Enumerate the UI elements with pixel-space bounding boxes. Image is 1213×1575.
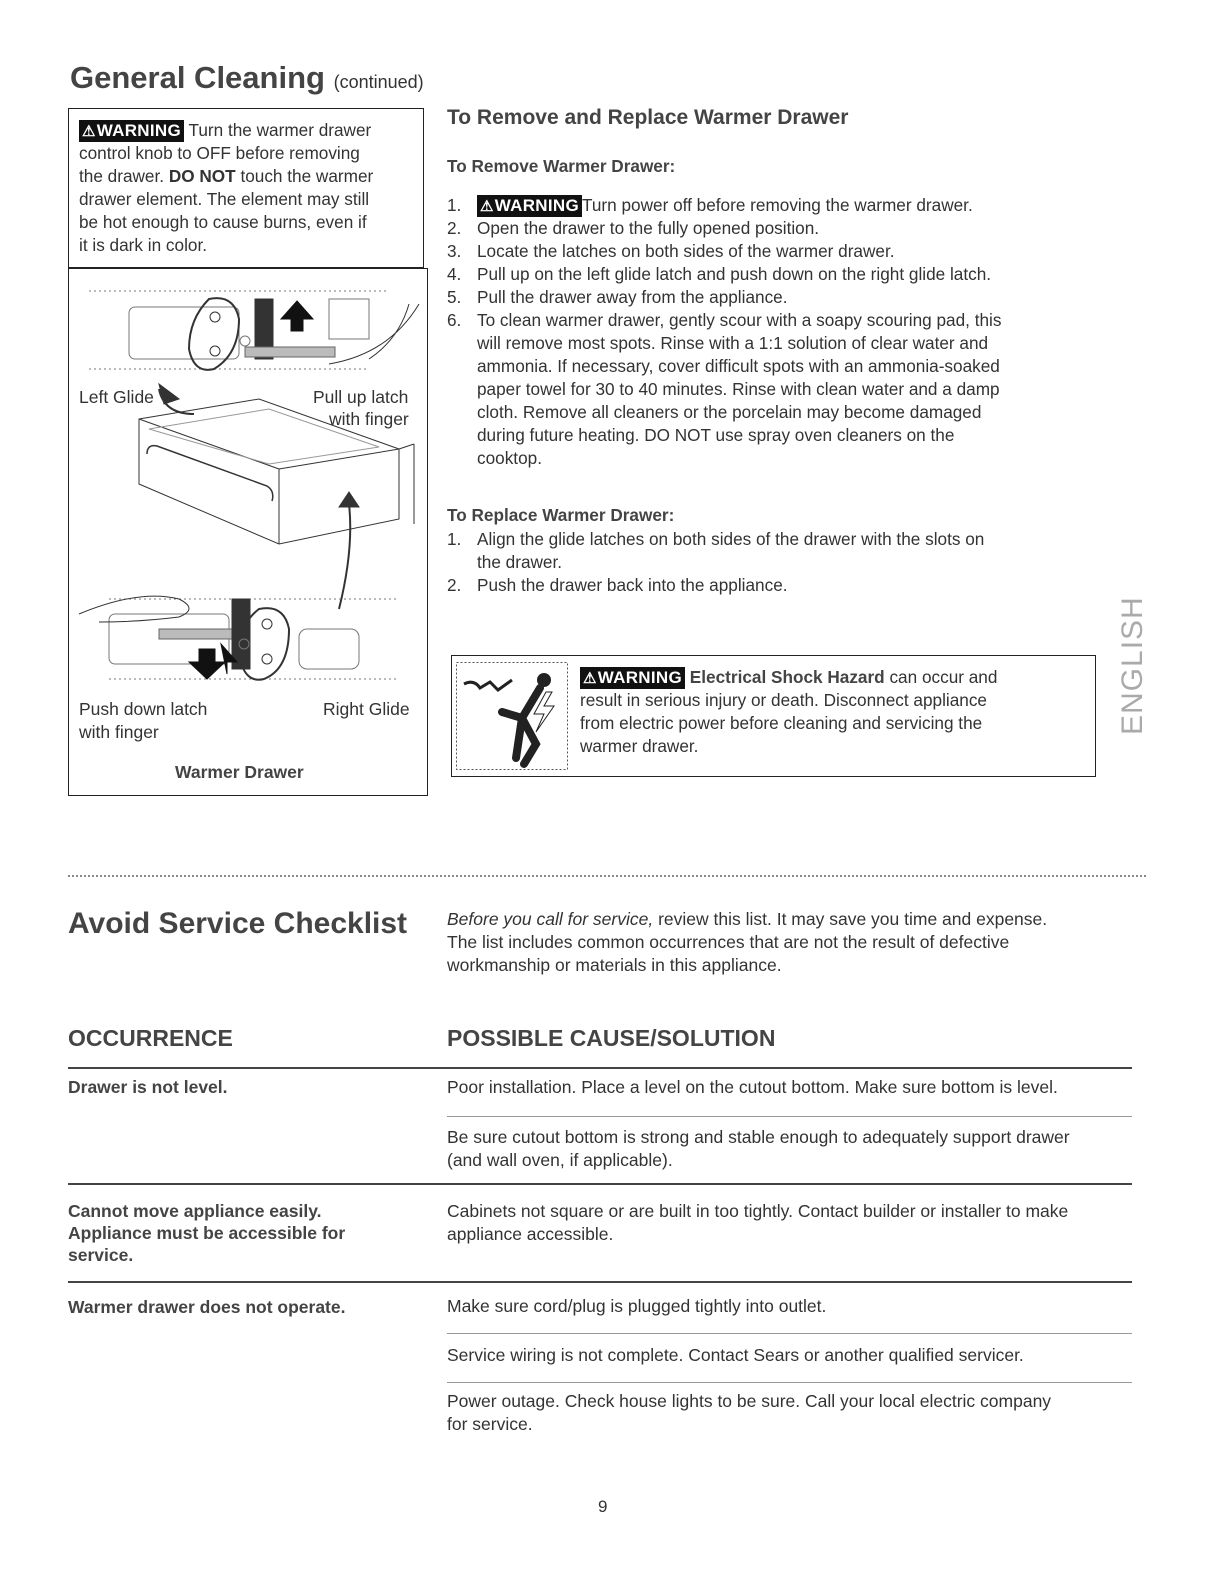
header-rule (68, 1067, 1132, 1069)
warning-badge (79, 120, 184, 142)
solution-cell (447, 1126, 1137, 1172)
step-number: 2. (447, 575, 462, 595)
step-number: 4. (447, 264, 462, 284)
warning-line: it is dark in color. (79, 235, 207, 255)
solution-line: Cabinets not square or are built in too tightly. Contact builder or installer to make (447, 1201, 1069, 1221)
occurrence-line: service. (68, 1245, 134, 1265)
column-header-solution: POSSIBLE CAUSE/SOLUTION (447, 1025, 776, 1051)
step-text: Open the drawer to the fully opened position. (477, 218, 820, 238)
electric-shock-icon (456, 662, 568, 770)
illustration-caption: Warmer Drawer (175, 762, 304, 782)
step-text: paper towel for 30 to 40 minutes. Rinse with clean water and a damp (477, 379, 1000, 399)
list-item (447, 528, 1087, 574)
pull-up-finger-label: with finger (329, 409, 409, 429)
warning-triangle-icon: ⚠ (583, 670, 597, 687)
step-text: during future heating. DO NOT use spray oven cleaners on the (477, 425, 955, 445)
solution-cell: Service wiring is not complete. Contact Sears or another qualified servicer. (447, 1345, 1024, 1365)
step-text: Pull up on the left glide latch and push down on the right glide latch. (477, 264, 992, 284)
warning-badge-label: WARNING (494, 196, 580, 215)
warning-triangle-icon: ⚠ (82, 123, 96, 140)
warning-badge (580, 667, 685, 689)
step-text: Align the glide latches on both sides of the drawer with the slots on (477, 529, 985, 549)
step-number: 1. (447, 529, 462, 549)
occurrence-line: Appliance must be accessible for (68, 1223, 346, 1243)
list-item (447, 286, 1087, 309)
warmer-drawer-illustration (68, 268, 428, 796)
replace-steps-list (447, 528, 1087, 597)
shock-warning-line: result in serious injury or death. Disconnect appliance (580, 690, 987, 710)
step-number: 1. (447, 195, 462, 215)
push-down-finger-label: with finger (79, 722, 159, 742)
shock-warning-line: from electric power before cleaning and servicing the (580, 713, 983, 733)
checklist-intro-line: workmanship or materials in this appliance. (447, 955, 782, 975)
checklist-intro-italic: Before you call for service, (447, 909, 654, 929)
list-item (447, 194, 1087, 217)
step-text: Locate the latches on both sides of the warmer drawer. (477, 241, 895, 261)
language-side-tab (1116, 585, 1156, 745)
checklist-intro-line: review this list. It may save you time and expense. (653, 909, 1048, 929)
page-title (70, 60, 424, 96)
page-number: 9 (598, 1497, 608, 1516)
shock-warning-text (580, 666, 1090, 758)
warning-line: drawer element. The element may still (79, 189, 370, 209)
warning-line: control knob to OFF before removing (79, 143, 360, 163)
section-divider (68, 875, 1146, 877)
row-rule (68, 1281, 1132, 1283)
right-glide-label: Right Glide (323, 699, 410, 719)
solution-rule (447, 1116, 1132, 1117)
warning-line: the drawer. (79, 166, 165, 186)
step-text: Turn power off before removing the warmer drawer. (582, 195, 973, 215)
step-text: ammonia. If necessary, cover difficult spots with an ammonia-soaked (477, 356, 1000, 376)
step-number: 6. (447, 310, 462, 330)
solution-rule (447, 1382, 1132, 1383)
page-title-text: General Cleaning (70, 60, 325, 95)
list-item (447, 309, 1087, 470)
language-tab-label: ENGLISH (1116, 596, 1149, 735)
list-item (447, 240, 1087, 263)
warning-badge (477, 195, 582, 217)
warning-emphasis: DO NOT (168, 166, 236, 186)
pull-up-latch-label: Pull up latch (313, 387, 409, 407)
step-text: the drawer. (477, 552, 563, 572)
left-glide-label: Left Glide (79, 387, 154, 407)
column-header-occurrence: OCCURRENCE (68, 1025, 233, 1051)
row-rule (68, 1183, 1132, 1185)
step-text: cooktop. (477, 448, 542, 468)
step-text: Push the drawer back into the appliance. (477, 575, 788, 595)
step-number: 2. (447, 218, 462, 238)
push-down-latch-label: Push down latch (79, 699, 208, 719)
remove-heading: To Remove Warmer Drawer: (447, 156, 676, 176)
checklist-intro-line: The list includes common occurrences that are not the result of defective (447, 932, 1010, 952)
warning-line: touch the warmer (240, 166, 374, 186)
remove-steps-list (447, 194, 1087, 470)
shock-warning-line: can occur and (884, 667, 998, 687)
checklist-title: Avoid Service Checklist (68, 907, 408, 940)
shock-warning-line: warmer drawer. (580, 736, 699, 756)
step-number: 3. (447, 241, 462, 261)
step-text: cloth. Remove all cleaners or the porcelain may become damaged (477, 402, 982, 422)
page-title-subtitle: (continued) (333, 72, 424, 92)
list-item (447, 217, 1087, 240)
remove-replace-heading: To Remove and Replace Warmer Drawer (447, 106, 849, 129)
shock-hazard-title: Electrical Shock Hazard (689, 667, 885, 687)
step-text: Pull the drawer away from the appliance. (477, 287, 788, 307)
step-text: To clean warmer drawer, gently scour with a soapy scouring pad, this (477, 310, 1002, 330)
occurrence-cell: Drawer is not level. (68, 1077, 228, 1097)
solution-cell: Make sure cord/plug is plugged tightly into outlet. (447, 1296, 827, 1316)
solution-rule (447, 1333, 1132, 1334)
warning-line: be hot enough to cause burns, even if (79, 212, 367, 232)
solution-line: (and wall oven, if applicable). (447, 1150, 673, 1170)
warning-badge-label: WARNING (597, 668, 683, 687)
shock-warning-box (451, 655, 1096, 777)
warning-line: Turn the warmer drawer (188, 120, 372, 140)
occurrence-cell: Warmer drawer does not operate. (68, 1297, 346, 1317)
solution-cell: Poor installation. Place a level on the cutout bottom. Make sure bottom is level. (447, 1077, 1058, 1097)
solution-cell (447, 1200, 1137, 1246)
solution-line: appliance accessible. (447, 1224, 614, 1244)
warning-badge-label: WARNING (96, 121, 182, 140)
solution-cell (447, 1390, 1137, 1436)
solution-line: Be sure cutout bottom is strong and stable enough to adequately support drawer (447, 1127, 1070, 1147)
warning-triangle-icon: ⚠ (480, 198, 494, 215)
warning-box (68, 108, 424, 268)
list-item (447, 263, 1087, 286)
replace-heading: To Replace Warmer Drawer: (447, 505, 675, 525)
solution-line: for service. (447, 1414, 533, 1434)
step-text: will remove most spots. Rinse with a 1:1 solution of clear water and (477, 333, 989, 353)
list-item (447, 574, 1087, 597)
occurrence-line: Cannot move appliance easily. (68, 1201, 322, 1221)
occurrence-cell (68, 1200, 345, 1266)
checklist-intro (447, 908, 1137, 977)
solution-line: Power outage. Check house lights to be sure. Call your local electric company (447, 1391, 1052, 1411)
step-number: 5. (447, 287, 462, 307)
